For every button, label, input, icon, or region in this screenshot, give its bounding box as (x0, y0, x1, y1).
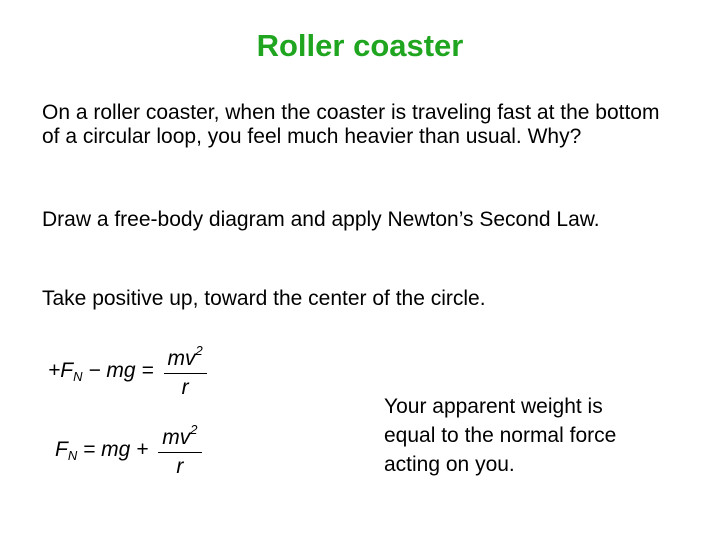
equation-normal-force (55, 422, 202, 479)
fraction-numerator (158, 422, 201, 453)
numerator-exponent: 2 (195, 343, 203, 358)
equation-newtons-second-law (48, 343, 207, 400)
equation-lhs (55, 438, 154, 463)
centripetal-fraction (158, 422, 201, 479)
fraction-denominator: r (176, 455, 184, 478)
fraction-denominator: r (181, 376, 189, 399)
numerator-base: mv (167, 347, 196, 370)
apparent-weight-note: Your apparent weight is equal to the normal force acting on you. (384, 395, 617, 476)
fraction-numerator (164, 343, 207, 374)
equation-lhs (48, 359, 160, 384)
equation-operator: = mg + (77, 438, 155, 461)
intro-paragraph: On a roller coaster, when the coaster is traveling fast at the bottom of a circular loop, you feel much heavier than usual. Why? (42, 101, 660, 148)
normal-force-symbol: +F (48, 359, 74, 382)
normal-force-symbol: F (55, 438, 68, 461)
slide-title: Roller coaster (256, 28, 464, 63)
numerator-exponent: 2 (190, 422, 198, 437)
centripetal-fraction (164, 343, 207, 400)
instruction-paragraph: Draw a free-body diagram and apply Newton’s Second Law. (42, 208, 600, 231)
numerator-base: mv (162, 426, 191, 449)
sign-convention-paragraph: Take positive up, toward the center of the circle. (42, 287, 486, 310)
normal-force-subscript: N (67, 448, 78, 463)
normal-force-subscript: N (73, 369, 83, 384)
equation-operator: − mg = (82, 359, 160, 382)
